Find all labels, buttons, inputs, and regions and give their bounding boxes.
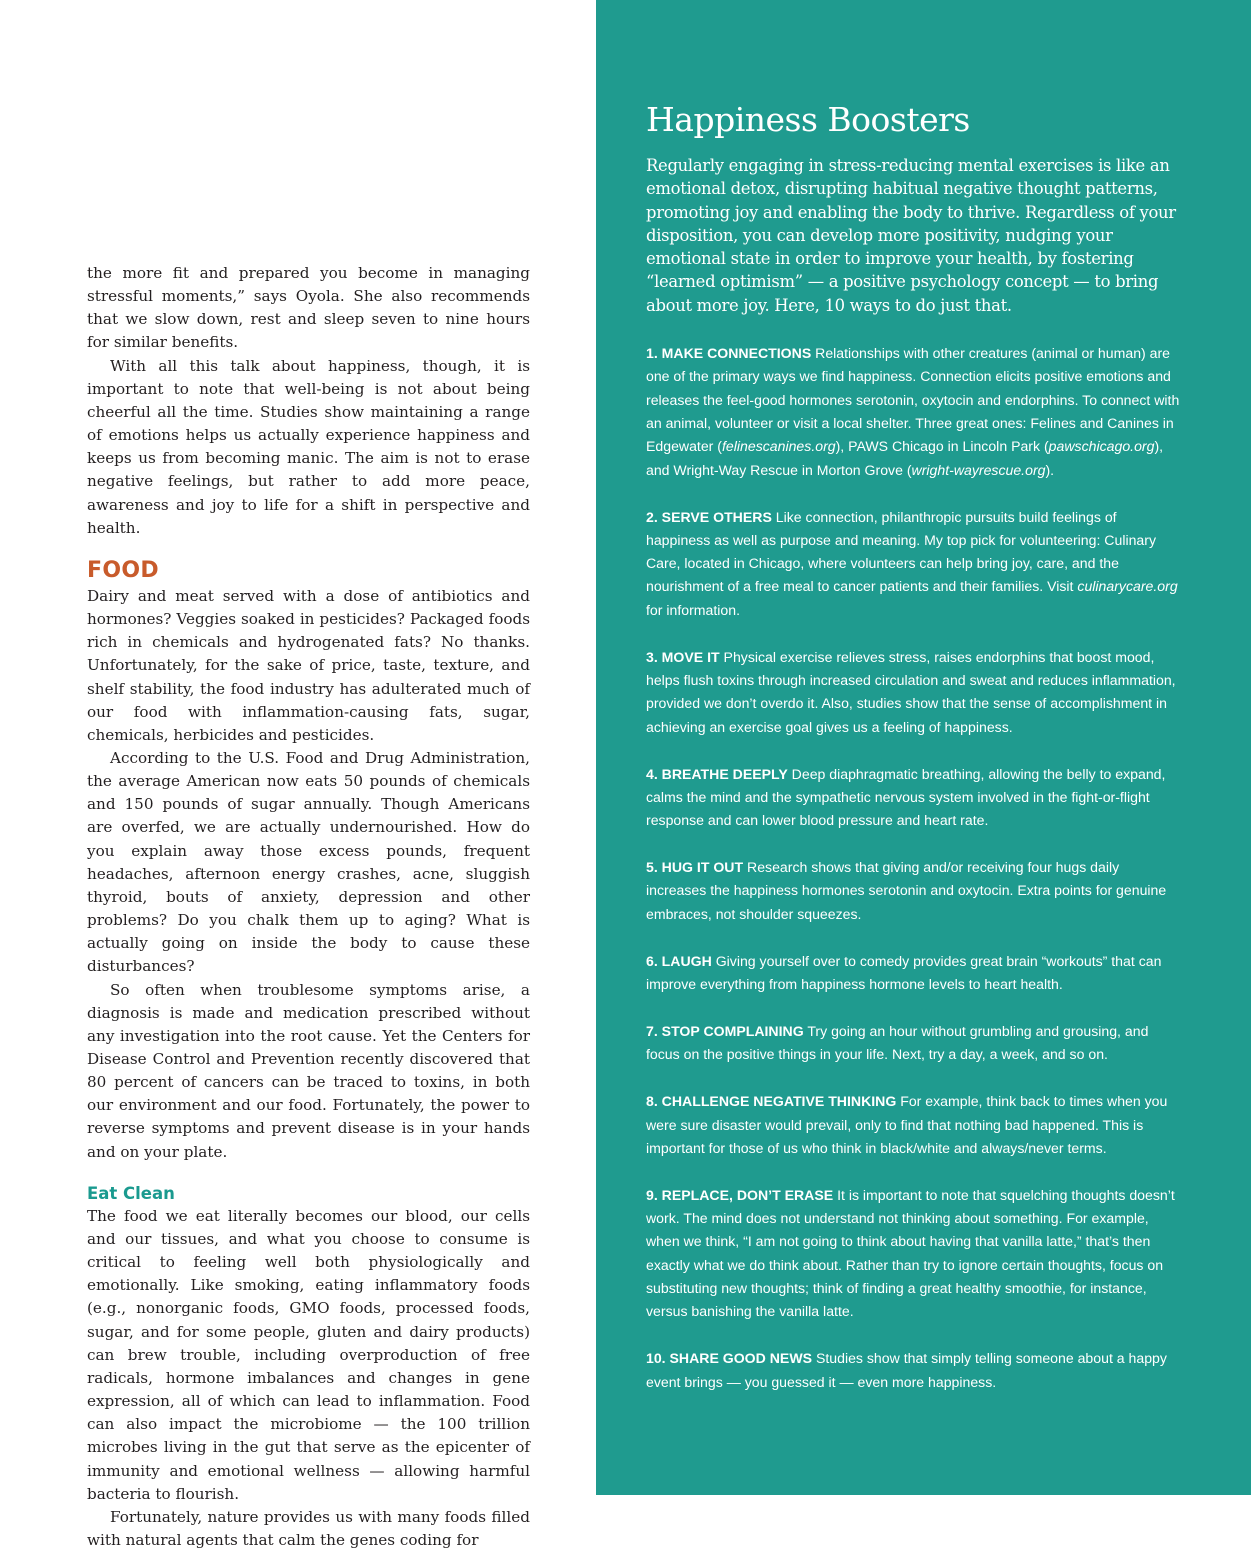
tip-website: wright-wayrescue.org bbox=[911, 461, 1046, 478]
tip-text: Studies show that simply telling someone about a happy event brings — you guessed it — even more happiness. bbox=[646, 1350, 1167, 1390]
paragraph-eat-clean-1: The food we eat literally becomes our blood, our cells and our tissues, and what you choose to consume is critical to feeling well both physiologically and emotionally. Like smoking, eating inflammatory foods (e.g., nonorganic foods, GMO foods, processed foods, sugar, and for some people, gluten and dairy products) can brew trouble, including overproduction of free radicals, hormone imbalances and changes in gene expression, all of which can lead to inflammation. Food can also impact the microbiome — the 100 trillion microbes living in the gut that serve as the epicenter of immunity and emotional wellness — allowing harmful bacteria to flourish. bbox=[87, 1206, 530, 1503]
paragraph-food-2: According to the U.S. Food and Drug Administration, the average American now eats 50 pounds of chemicals and 150 pounds of sugar annually. Though Americans are overfed, we are actually undernourished. How do you explain away those excess pounds, frequent headaches, afternoon energy crashes, acne, sluggish thyroid, bouts of anxiety, depression and other problems? Do you chalk them up to aging? What is actually going on inside the body to cause these disturbances? bbox=[87, 748, 530, 976]
tip-text: Research shows that giving and/or receiving four hugs daily increases the happiness hormones serotonin and oxytocin. Extra points for genuine embraces, not shoulder squeezes. bbox=[646, 859, 1167, 922]
paragraph-eat-clean-2: Fortunately, nature provides us with many foods filled with natural agents that calm the genes coding for bbox=[87, 1507, 530, 1549]
tip-text: ), PAWS Chicago in Lincoln Park ( bbox=[835, 438, 1049, 455]
tip-item bbox=[646, 856, 1183, 926]
tip-item bbox=[646, 763, 1183, 833]
tip-item bbox=[646, 342, 1183, 482]
tip-item bbox=[646, 1184, 1183, 1324]
tip-heading: 2. SERVE OTHERS bbox=[646, 508, 772, 525]
paragraph-food-3: So often when troublesome symptoms arise, a diagnosis is made and medication prescribed without any investigation into the root cause. Yet the Centers for Disease Control and Prevention recently discovered that 80 percent of cancers can be traced to toxins, in both our environment and our food. Fortunately, the power to reverse symptoms and prevent disease is in your hands and on your plate. bbox=[87, 980, 530, 1161]
tip-text: Try going an hour without grumbling and grousing, and focus on the positive things in your life. Next, try a day, a week, and so on. bbox=[646, 1023, 1149, 1063]
tip-item bbox=[646, 1090, 1183, 1160]
tip-item bbox=[646, 646, 1183, 739]
tip-text: Giving yourself over to comedy provides great brain “workouts” that can improve everything from happiness hormone levels to heart health. bbox=[646, 952, 1162, 993]
tip-item bbox=[646, 1347, 1183, 1394]
paragraph-intro-2: With all this talk about happiness, though, it is important to note that well-being is not about being cheerful all the time. Studies show maintaining a range of emotions helps us actually experience happiness and keeps us from becoming manic. The aim is not to erase negative feelings, but rather to add more peace, awareness and joy to life for a shift in perspective and health. bbox=[87, 356, 530, 537]
tip-heading: 9. REPLACE, DON’T ERASE bbox=[646, 1186, 834, 1203]
tip-text: ), and Wright-Way Rescue in Morton Grove ( bbox=[646, 438, 1164, 478]
tip-text: Physical exercise relieves stress, raises endorphins that boost mood, helps flush toxins through increased circulation and sweat and reduces inflammation, provided we don’t overdo it. Also, studies show that the sense of accomplishment in achieving an exercise goal gives us a feeling of happiness. bbox=[646, 648, 1176, 735]
subheading-eat-clean: Eat Clean bbox=[87, 1183, 175, 1203]
sidebar-intro: Regularly engaging in stress-reducing mental exercises is like an emotional detox, disrupting habitual negative thought patterns, promoting joy and enabling the body to thrive. Regardless of your disposition, you can develop more positivity, nudging your emotional state in order to improve your health, by fostering “learned optimism” — a positive psychology concept — to bring about more joy. Here, 10 ways to do just that. bbox=[646, 156, 1176, 315]
tip-heading: 8. CHALLENGE NEGATIVE THINKING bbox=[646, 1093, 897, 1110]
tip-text: Like connection, philanthropic pursuits build feelings of happiness as well as purpose and meaning. My top pick for volunteering: Culinary Care, located in Chicago, where volunteers can help bring joy, care, and the nourishment of a free meal to cancer patients and their families. Visit bbox=[646, 508, 1157, 595]
paragraph-intro-1: the more fit and prepared you become in managing stressful moments,” says Oyola. She also recommends that we slow down, rest and sleep seven to nine hours for similar benefits. bbox=[87, 264, 530, 352]
main-article-column bbox=[87, 262, 530, 1552]
tip-website: pawschicago.org bbox=[1048, 438, 1155, 455]
tip-heading: 5. HUG IT OUT bbox=[646, 859, 744, 876]
tip-heading: 4. BREATHE DEEPLY bbox=[646, 765, 788, 782]
tip-item bbox=[646, 950, 1183, 997]
tip-heading: 1. MAKE CONNECTIONS bbox=[646, 345, 812, 362]
tip-heading: 10. SHARE GOOD NEWS bbox=[646, 1350, 813, 1367]
tip-heading: 7. STOP COMPLAINING bbox=[646, 1023, 804, 1040]
tip-text: for information. bbox=[646, 601, 740, 618]
tip-heading: 3. MOVE IT bbox=[646, 648, 720, 665]
happiness-boosters-sidebar bbox=[596, 0, 1251, 1495]
tip-text: Relationships with other creatures (animal or human) are one of the primary ways we find happiness. Connection elicits positive emotions and releases the feel-good hormones serotonin, oxytocin and endorphins. To connect with an animal, volunteer or visit a local shelter. Three great ones: Felines and Canines in Edgewater ( bbox=[646, 345, 1180, 455]
sidebar-title: Happiness Boosters bbox=[646, 100, 970, 139]
tip-item bbox=[646, 506, 1183, 622]
tip-website: felinescanines.org bbox=[722, 438, 836, 455]
tip-website: culinarycare.org bbox=[1077, 578, 1178, 595]
tip-text: Deep diaphragmatic breathing, allowing the belly to expand, calms the mind and the sympathetic nervous system involved in the fight-or-flight response and can lower blood pressure and heart rate. bbox=[646, 765, 1166, 829]
section-heading-food: FOOD bbox=[87, 557, 159, 583]
tip-text: It is important to note that squelching thoughts doesn’t work. The mind does not understand not thinking about something. For example, when we think, “I am not going to think about having that vanilla latte,” that’s then exactly what we do think about. Rather than try to ignore certain thoughts, focus on substituting new thoughts; think of finding a great healthy smoothie, for instance, versus banishing the vanilla latte. bbox=[646, 1186, 1175, 1320]
tip-heading: 6. LAUGH bbox=[646, 952, 712, 969]
tips-list bbox=[646, 342, 1183, 1394]
tip-text: For example, think back to times when you were sure disaster would prevail, only to find that nothing bad happened. This is important for those of us who think in black/white and always/never terms. bbox=[646, 1093, 1168, 1156]
tip-item bbox=[646, 1020, 1183, 1067]
paragraph-food-1: Dairy and meat served with a dose of antibiotics and hormones? Veggies soaked in pesticides? Packaged foods rich in chemicals and hydrogenated fats? No thanks. Unfortunately, for the sake of price, taste, texture, and shelf stability, the food industry has adulterated much of our food with inflammation-causing fats, sugar, chemicals, herbicides and pesticides. bbox=[87, 586, 530, 744]
tip-text: ). bbox=[1045, 461, 1055, 478]
